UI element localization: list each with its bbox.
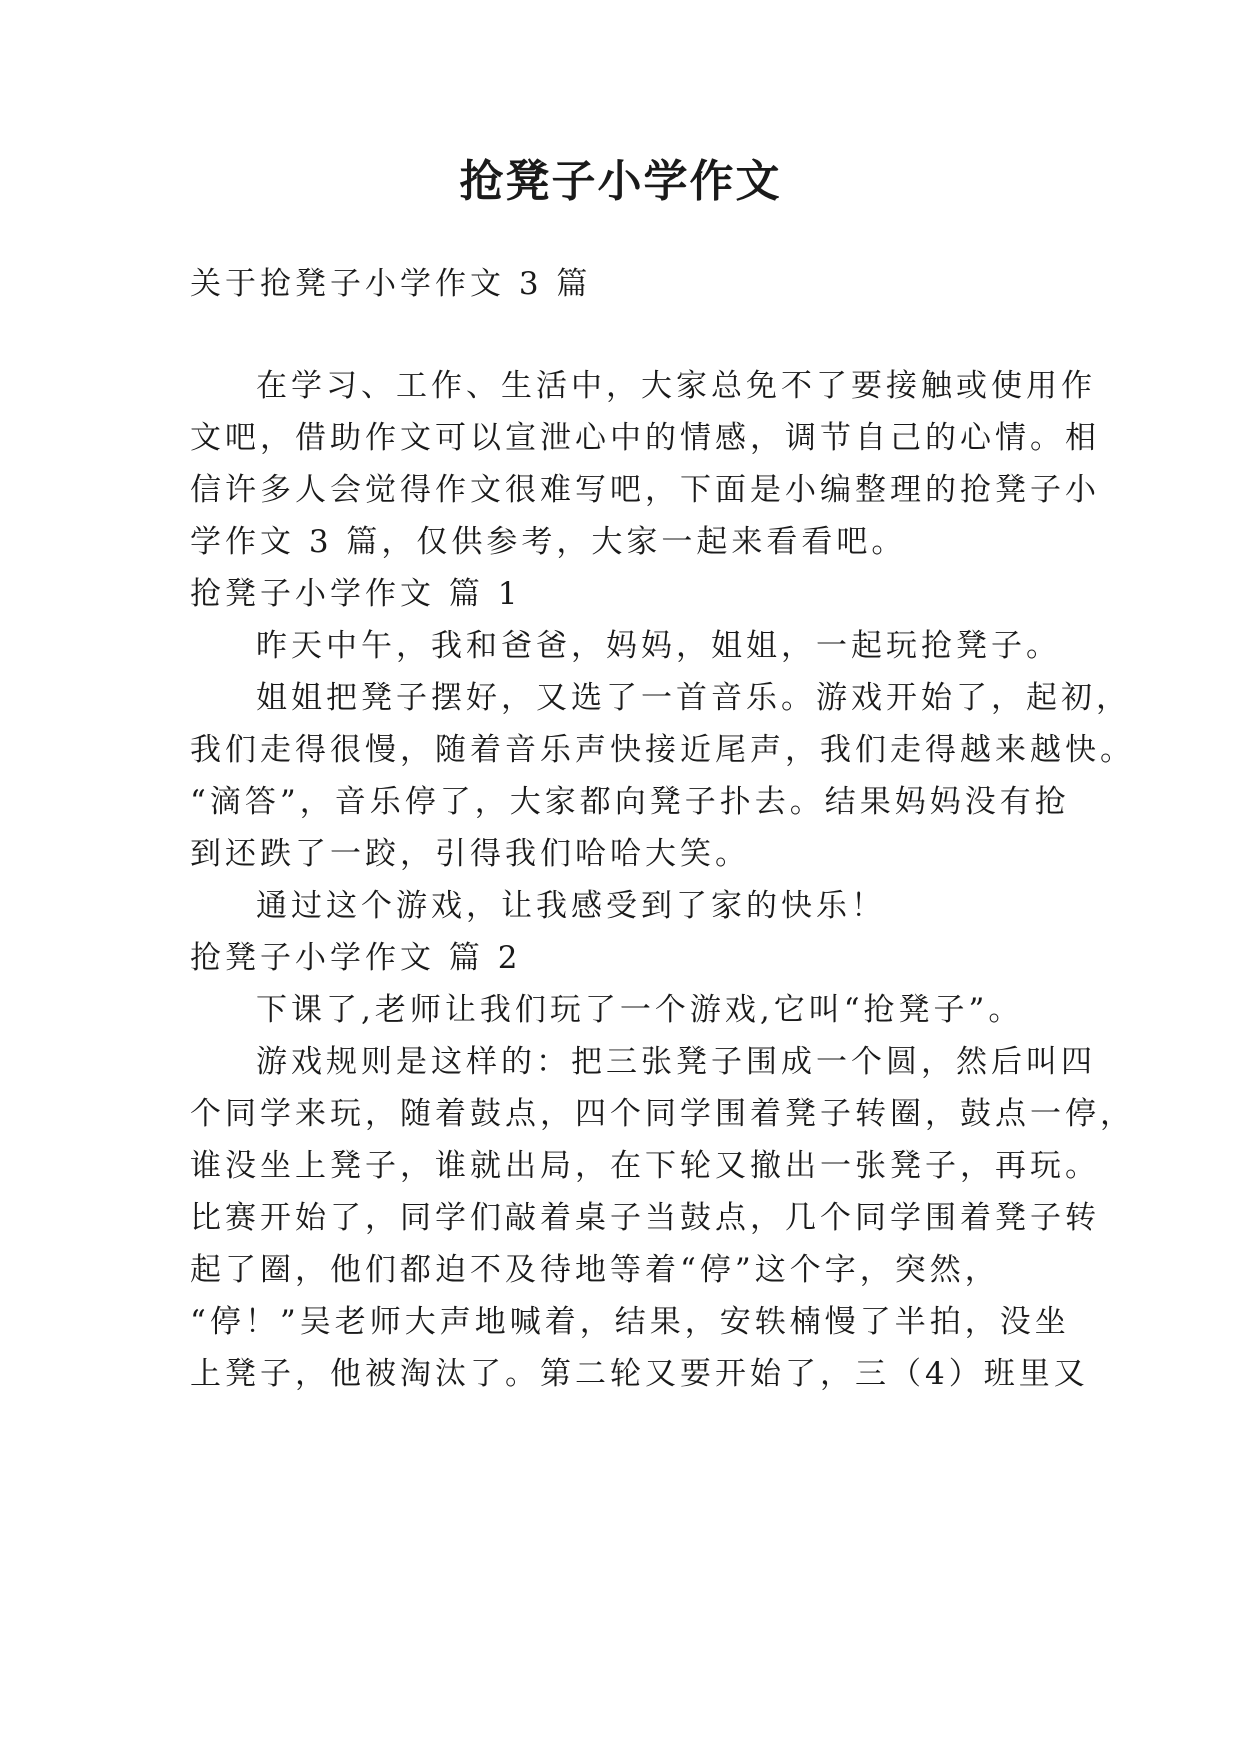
paragraph-line: “滴答”，音乐停了，大家都向凳子扑去。结果妈妈没有抢 xyxy=(190,784,1070,820)
paragraph-line: “停！”吴老师大声地喊着，结果，安轶楠慢了半拍，没坐 xyxy=(190,1304,1070,1340)
paragraph-line: 下课了,老师让我们玩了一个游戏,它叫“抢凳子”。 xyxy=(256,992,1024,1028)
paragraph-line: 在学习、工作、生活中，大家总免不了要接触或使用作 xyxy=(256,368,1096,404)
paragraph-line: 昨天中午，我和爸爸，妈妈，姐姐，一起玩抢凳子。 xyxy=(256,628,1061,664)
paragraph-line: 到还跌了一跤，引得我们哈哈大笑。 xyxy=(190,836,750,872)
section-heading: 抢凳子小学作文 篇 1 xyxy=(190,576,522,612)
document-subtitle: 关于抢凳子小学作文 3 篇 xyxy=(190,266,592,302)
paragraph-line: 比赛开始了，同学们敲着桌子当鼓点，几个同学围着凳子转 xyxy=(190,1200,1100,1236)
document-title: 抢凳子小学作文 xyxy=(459,156,782,207)
paragraph-line: 文吧，借助作文可以宣泄心中的情感，调节自己的心情。相 xyxy=(190,420,1100,456)
paragraph-line: 谁没坐上凳子，谁就出局，在下轮又撤出一张凳子，再玩。 xyxy=(190,1148,1100,1184)
paragraph-line: 信许多人会觉得作文很难写吧，下面是小编整理的抢凳子小 xyxy=(190,472,1100,508)
paragraph-line: 学作文 3 篇，仅供参考，大家一起来看看吧。 xyxy=(190,524,907,560)
paragraph-line: 我们走得很慢，随着音乐声快接近尾声，我们走得越来越快。 xyxy=(190,732,1135,768)
paragraph-line: 个同学来玩，随着鼓点，四个同学围着凳子转圈，鼓点一停， xyxy=(190,1096,1135,1132)
paragraph-line: 起了圈，他们都迫不及待地等着“停”这个字，突然， xyxy=(190,1252,1000,1288)
section-heading: 抢凳子小学作文 篇 2 xyxy=(190,940,522,976)
paragraph-line: 上凳子，他被淘汰了。第二轮又要开始了，三（4）班里又 xyxy=(190,1356,1089,1392)
paragraph-line: 姐姐把凳子摆好，又选了一首音乐。游戏开始了，起初， xyxy=(256,680,1131,716)
paragraph-line: 游戏规则是这样的：把三张凳子围成一个圆，然后叫四 xyxy=(256,1044,1096,1080)
paragraph-line: 通过这个游戏，让我感受到了家的快乐！ xyxy=(256,888,886,924)
